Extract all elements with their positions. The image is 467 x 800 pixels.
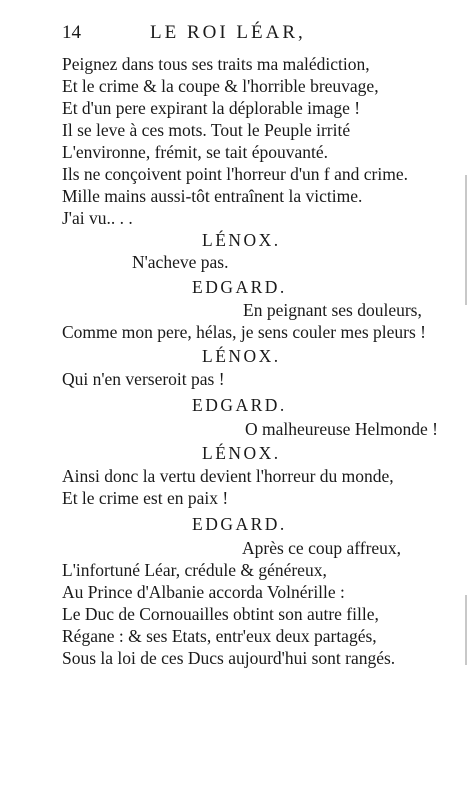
verse-line: Comme mon pere, hélas, je sens couler mes pleurs ! <box>62 322 426 342</box>
verse-line: L'environne, frémit, se tait épouvanté. <box>62 142 329 162</box>
verse-line: Et d'un pere expirant la déplorable image ! <box>62 98 361 118</box>
verse-line: Le Duc de Cornouailles obtint son autre fille, <box>62 604 379 624</box>
verse-line: Mille mains aussi-tôt entraînent la victime. <box>62 186 363 206</box>
running-title: LE ROI LÉAR, <box>150 22 306 43</box>
speaker-name: EDGARD. <box>192 395 287 415</box>
verse-line: Après ce coup affreux, <box>242 538 402 558</box>
verse-line: Sous la loi de ces Ducs aujourd'hui sont rangés. <box>62 648 396 668</box>
speaker-name: LÉNOX. <box>202 443 281 463</box>
verse-line: L'infortuné Léar, crédule & généreux, <box>62 560 327 580</box>
speaker-name: LÉNOX. <box>202 230 281 250</box>
verse-line: Ils ne conçoivent point l'horreur d'un f and crime. <box>62 164 408 184</box>
verse-line: Ainsi donc la vertu devient l'horreur du monde, <box>62 466 394 486</box>
verse-line: N'acheve pas. <box>132 252 229 272</box>
verse-line: Au Prince d'Albanie accorda Volnérille : <box>62 582 345 602</box>
verse-line: En peignant ses douleurs, <box>243 300 422 320</box>
verse-line: O malheureuse Helmonde ! <box>245 419 438 439</box>
verse-line: Peignez dans tous ses traits ma malédiction, <box>62 54 370 74</box>
speaker-name: EDGARD. <box>192 277 287 297</box>
verse-line: Et le crime est en paix ! <box>62 488 229 508</box>
verse-line: Régane : & ses Etats, entr'eux deux partagés, <box>62 626 377 646</box>
page-number: 14 <box>62 22 81 43</box>
speaker-name: LÉNOX. <box>202 346 281 366</box>
verse-line: Il se leve à ces mots. Tout le Peuple irrité <box>62 120 351 140</box>
verse-line: Et le crime & la coupe & l'horrible breuvage, <box>62 76 379 96</box>
speaker-name: EDGARD. <box>192 514 287 534</box>
verse-line: J'ai vu.. . . <box>62 208 133 228</box>
verse-line: Qui n'en verseroit pas ! <box>62 369 225 389</box>
